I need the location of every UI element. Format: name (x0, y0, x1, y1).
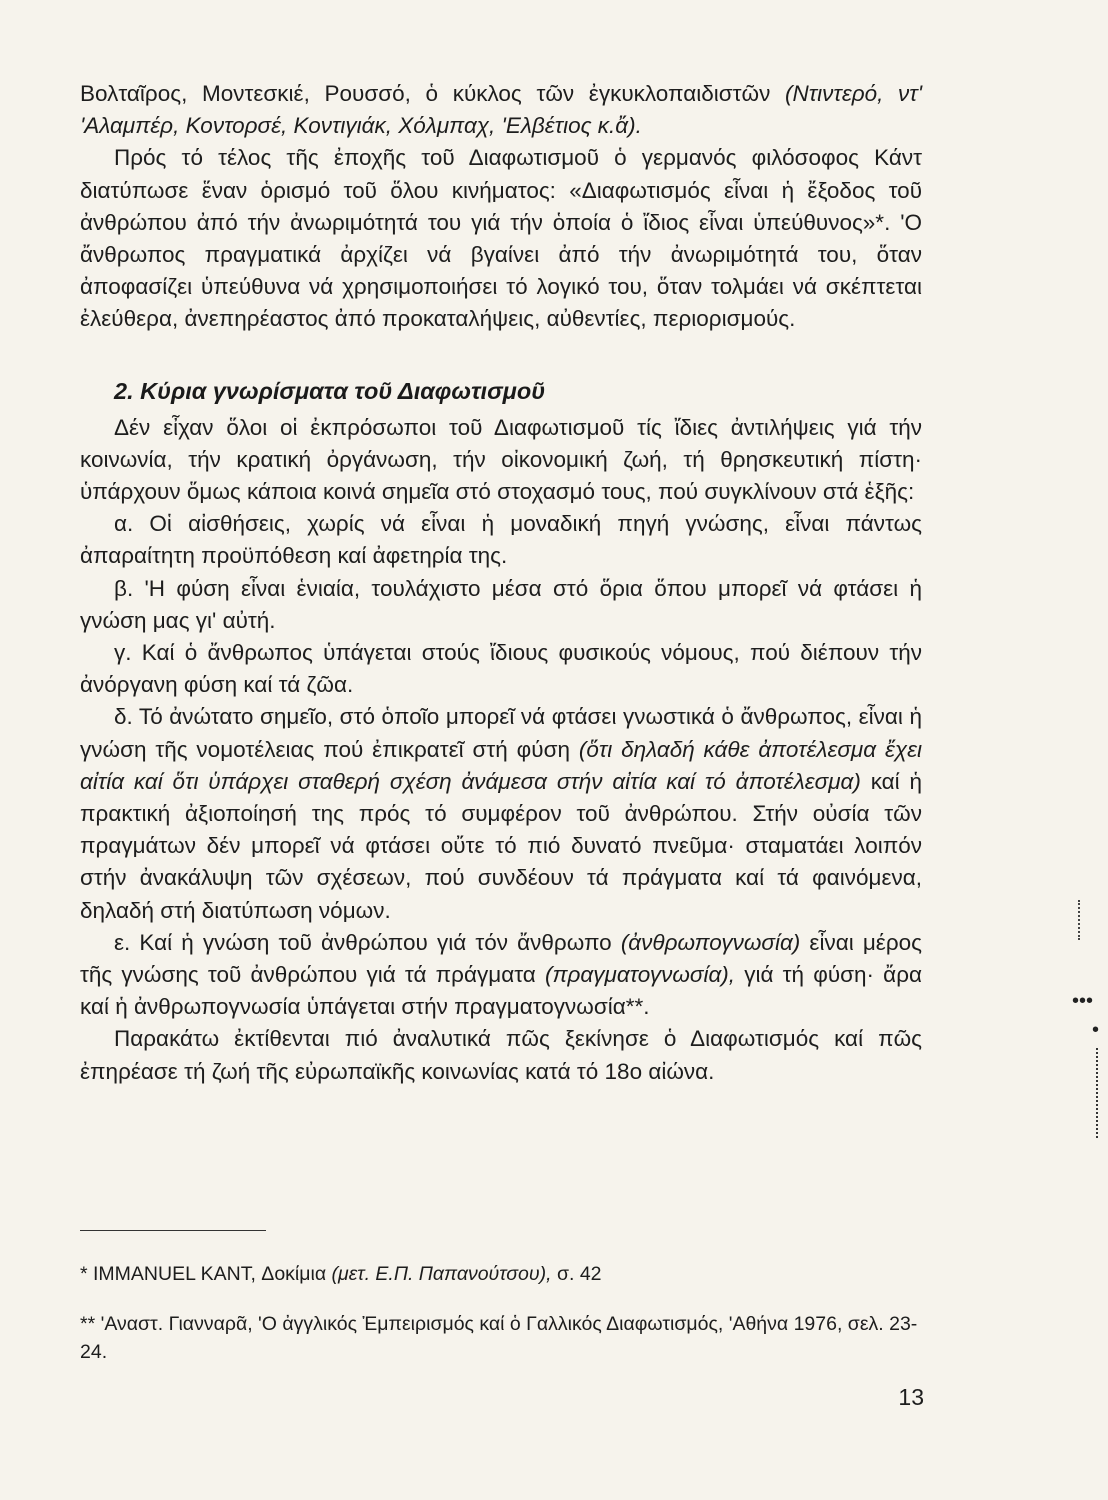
paragraph-intro (80, 78, 922, 142)
main-text (80, 78, 922, 1088)
text-span: γιά τή φύση· ἄρα καί ἡ ἀνθρωπογνωσία ὑπάγεται στήν πραγματογνωσία**. (80, 962, 922, 1020)
italic-span: (ὅτι δηλαδή κάθε ἀποτέλεσμα ἔχει αἰτία καί ὅτι ὑπάρχει σταθερή σχέση ἀνάμεσα στήν αἰτία καί τό ἀποτέλεσμα) (80, 736, 923, 794)
footnote-2: ** 'Αναστ. Γιανναρᾶ, 'Ο ἀγγλικός Ἐμπειρισμός καί ὁ Γαλλικός Διαφωτισμός, 'Αθήνα 1976, σελ. 23-24. (80, 1313, 918, 1363)
section-heading: 2. Κύρια γνωρίσματα τοῦ Διαφωτισμοῦ (114, 377, 546, 404)
margin-dots (1096, 1048, 1102, 1138)
point-e (80, 927, 922, 1024)
point-b: β. 'Η φύση εἶναι ἑνιαία, τουλάχιστο μέσα στό ὅρια ὅπου μπορεῖ νά φτάσει ἡ γνώση μας γι' αὐτή. (80, 575, 922, 633)
text-span: ε. Καί ἡ γνώση τοῦ ἀνθρώπου γιά τόν ἄνθρωπο (114, 929, 621, 955)
italic-span: (ἀνθρωπογνωσία) (620, 929, 801, 955)
paragraph-kant: Πρός τό τέλος τῆς ἐποχῆς τοῦ Διαφωτισμοῦ ὁ γερμανός φιλόσοφος Κάντ διατύπωσε ἕναν ὁρισμό τοῦ ὅλου κινήματος: «Διαφωτισμός εἶναι ἡ ἔξοδος τοῦ ἀνθρώπου ἀπό τήν ἀνωριμότητά του γιά τήν ὁποία ὁ ἴδιος εἶναι ὑπεύθυνος»*. 'Ο ἄνθρωπος πραγματικά ἀρχίζει νά βγαίνει ἀπό τήν ἀνωριμότητά του, ὅταν ἀποφασίζει ὑπεύθυνα νά χρησιμοποιήσει τό λογικό του, ὅταν τολμάει νά σκέπτεται ἐλεύθερα, ἀνεπηρέαστος ἀπό προκαταλήψεις, αὐθεντίες, περιορισμούς. (80, 145, 922, 332)
text-span: σ. 42 (551, 1263, 602, 1285)
italic-span: (πραγματογνωσία), (544, 962, 736, 988)
point-a: α. Οἱ αἰσθήσεις, χωρίς νά εἶναι ἡ μοναδική πηγή γνώσης, εἶναι πάντως ἀπαραίτητη προϋπόθεση καί ἀφετηρία της. (80, 511, 922, 569)
margin-dots (1078, 900, 1102, 940)
margin-bullet-icon: ••• (1072, 990, 1094, 1012)
margin-marks (1072, 900, 1102, 1138)
italic-span: (μετ. Ε.Π. Παπανούτσου), (331, 1263, 552, 1285)
paragraph-common-points: Δέν εἶχαν ὅλοι οἱ ἐκπρόσωποι τοῦ Διαφωτισμοῦ τίς ἴδιες ἀντιλήψεις γιά τήν κοινωνία, τήν κρατική ὀργάνωση, τήν οἰκονομική ζωή, τή θρησκευτική πίστη· ὑπάρχουν ὅμως κάποια κοινά σημεῖα στό στοχασμό τους, πού συγκλίνουν στά ἑξῆς: (80, 414, 922, 505)
italic-span: (Ντιντερό, ντ' 'Αλαμπέρ, Κοντορσέ, Κοντιγιάκ, Χόλμπαχ, 'Ελβέτιος κ.ἄ). (80, 81, 922, 139)
point-c: γ. Καί ὁ ἄνθρωπος ὑπάγεται στούς ἴδιους φυσικούς νόμους, πού διέπουν τήν ἀνόργανη φύση καί τά ζῶα. (80, 640, 922, 698)
footnote-separator (80, 1230, 266, 1231)
text-span: εἶναι μέρος τῆς γνώσης τοῦ ἀνθρώπου γιά τά πράγματα (80, 929, 922, 988)
text-span: δ. Τό ἀνώτατο σημεῖο, στό ὁποῖο μπορεῖ νά φτάσει γνωστικά ὁ ἄνθρωπος, εἶναι ἡ γνώση τῆς νομοτέλειας πού ἐπικρατεῖ στή φύση (80, 704, 922, 762)
text-span: * IMMANUEL KANT, Δοκίμια (80, 1263, 332, 1285)
text-span: Βολταῖρος, Μοντεσκιέ, Ρουσσό, ὁ κύκλος τῶν ἐγκυκλοπαιδιστῶν (80, 81, 785, 106)
paragraph-closing: Παρακάτω ἐκτίθενται πιό ἀναλυτικά πῶς ξεκίνησε ὁ Διαφωτισμός καί πῶς ἐπηρέασε τή ζωή τῆς εὐρωπαϊκῆς κοινωνίας κατά τό 18ο αἰώνα. (80, 1026, 922, 1084)
text-span: καί ἡ πρακτική ἀξιοποίησή της πρός τό συμφέρον τοῦ ἀνθρώπου. Στήν οὐσία τῶν πραγμάτων δέν μπορεῖ νά φτάσει οὔτε τό πιό δυνατό πνεῦμα· σταματάει λοιπόν στήν ἀνακάλυψη τῶν σχέσεων, πού συνδέουν τά πράγματα καί τά φαινόμενα, δηλαδή στή διατύπωση νόμων. (80, 768, 922, 923)
margin-dot-icon: • (1092, 1019, 1100, 1041)
point-d (80, 701, 922, 926)
footnote-1 (80, 1260, 922, 1288)
page-number: 13 (898, 1384, 924, 1410)
